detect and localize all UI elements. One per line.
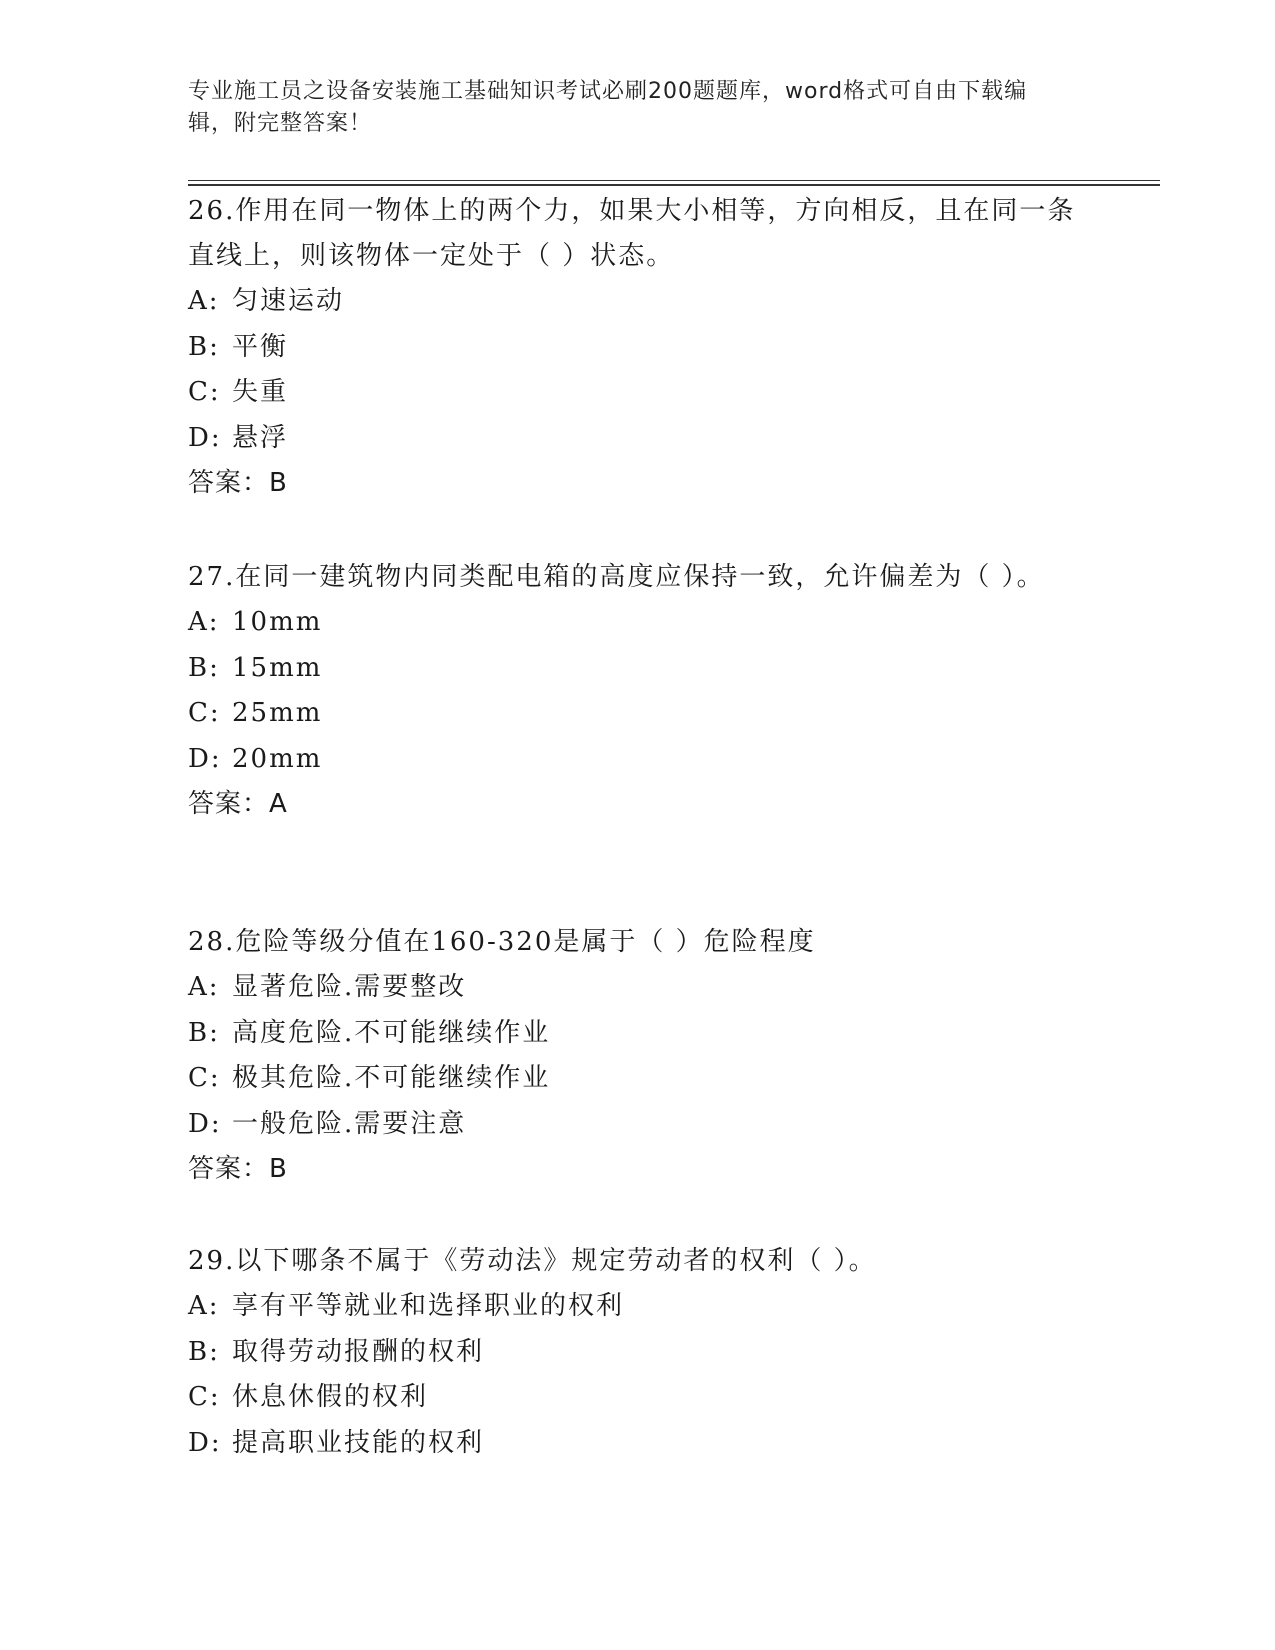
option-b <box>188 325 1088 371</box>
option-d <box>188 737 1088 783</box>
option-key: D: <box>188 1427 222 1458</box>
answer-line: 答案：B <box>188 468 288 498</box>
question-29 <box>188 1239 1088 1466</box>
option-b <box>188 1011 1088 1057</box>
option-text: 享有平等就业和选择职业的权利 <box>232 1291 625 1321</box>
option-text: 高度危险.不可能继续作业 <box>232 1017 551 1048</box>
option-text: 平衡 <box>232 331 289 362</box>
option-a <box>188 965 1088 1011</box>
question-26 <box>188 189 1088 506</box>
option-text: 悬浮 <box>232 422 289 453</box>
option-c <box>188 1375 1088 1421</box>
answer-line: 答案：B <box>188 1154 288 1184</box>
option-text: 休息休假的权利 <box>232 1382 429 1412</box>
option-text: 20mm <box>232 743 323 774</box>
option-b <box>188 1330 1088 1376</box>
option-key: A: <box>188 607 220 637</box>
option-key: A: <box>188 286 220 316</box>
option-key: D: <box>188 1108 222 1139</box>
option-a <box>188 279 1088 325</box>
answer-line: 答案：A <box>188 789 288 819</box>
option-text: 25mm <box>232 698 323 728</box>
option-key: A: <box>188 972 220 1002</box>
option-key: B: <box>188 1017 220 1048</box>
document-header: 专业施工员之设备安装施工基础知识考试必刷200题题库，word格式可自由下载编辑，附完整答案！ <box>188 79 1028 136</box>
option-key: A: <box>188 1291 220 1321</box>
option-text: 取得劳动报酬的权利 <box>232 1336 485 1367</box>
option-text: 10mm <box>232 607 323 637</box>
option-key: C: <box>188 377 221 407</box>
option-key: D: <box>188 743 222 774</box>
option-key: D: <box>188 422 222 453</box>
question-27 <box>188 555 1088 827</box>
option-d <box>188 1102 1088 1148</box>
option-key: C: <box>188 1063 221 1093</box>
option-a <box>188 1284 1088 1330</box>
option-c <box>188 1056 1088 1102</box>
option-d <box>188 416 1088 462</box>
option-text: 显著危险.需要整改 <box>232 972 467 1002</box>
option-text: 15mm <box>232 652 323 683</box>
option-a <box>188 600 1088 646</box>
option-b <box>188 646 1088 692</box>
option-text: 匀速运动 <box>232 286 345 316</box>
option-d <box>188 1421 1088 1467</box>
question-stem: 26.作用在同一物体上的两个力，如果大小相等，方向相反，且在同一条直线上，则该物体一定处于（ ）状态。 <box>188 196 1076 271</box>
question-28 <box>188 920 1088 1192</box>
option-c <box>188 691 1088 737</box>
option-key: B: <box>188 652 220 683</box>
header-divider-thin <box>188 180 1160 181</box>
option-key: B: <box>188 1336 220 1367</box>
option-key: B: <box>188 331 220 362</box>
question-stem: 28.危险等级分值在160-320是属于（ ）危险程度 <box>188 927 816 957</box>
header-divider-thick <box>188 184 1160 186</box>
option-text: 一般危险.需要注意 <box>232 1108 467 1139</box>
option-key: C: <box>188 1382 221 1412</box>
question-stem: 29.以下哪条不属于《劳动法》规定劳动者的权利（ ）。 <box>188 1246 877 1276</box>
option-text: 极其危险.不可能继续作业 <box>232 1063 551 1093</box>
option-c <box>188 370 1088 416</box>
option-text: 失重 <box>232 377 289 407</box>
question-stem: 27.在同一建筑物内同类配电箱的高度应保持一致，允许偏差为（ ）。 <box>188 562 1045 592</box>
option-text: 提高职业技能的权利 <box>232 1427 485 1458</box>
option-key: C: <box>188 698 221 728</box>
